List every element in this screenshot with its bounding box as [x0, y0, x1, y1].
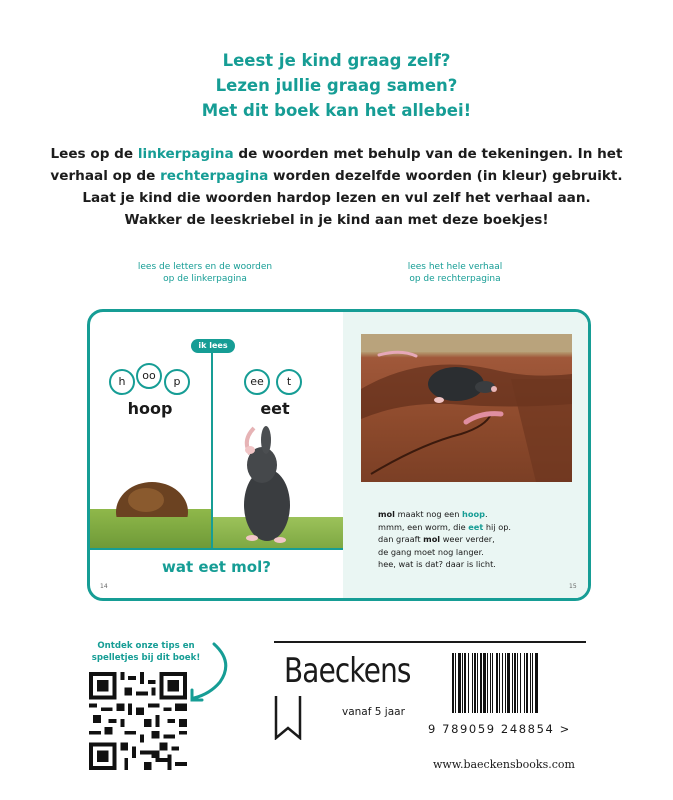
- website-url[interactable]: www.baeckensbooks.com: [433, 758, 575, 771]
- caption-left-line-2: op de linkerpagina: [163, 274, 247, 284]
- barcode-bar: [472, 653, 473, 713]
- story-line-2: [378, 521, 578, 534]
- barcode-bar: [462, 653, 463, 713]
- mole-eating-illustration: [232, 420, 302, 550]
- caption-left-line-1: lees de letters en de woorden: [137, 262, 273, 272]
- intro-heading: [0, 48, 673, 123]
- barcode-bar: [512, 653, 513, 713]
- story-text-fragment: maakt nog een: [394, 509, 462, 519]
- desc-text: de woorden met behulp van de tekeningen. In het: [233, 146, 623, 162]
- barcode-bar: [496, 653, 498, 713]
- description-line-3: Laat je kind die woorden hardop lezen en vul zelf het verhaal aan.: [82, 190, 591, 206]
- molehill-illustration: [112, 472, 192, 517]
- barcode-bar: [530, 653, 531, 713]
- barcode-bar: [520, 653, 521, 713]
- word-hoop: hoop: [127, 399, 173, 418]
- barcode-bar: [492, 653, 493, 713]
- isbn-number: 9 789059 248854 >: [428, 722, 571, 736]
- story-line-4: de gang moet nog langer.: [378, 546, 484, 557]
- barcode-bar: [532, 653, 533, 713]
- highlight-rechterpagina: rechterpagina: [160, 168, 269, 184]
- barcode-bar: [526, 653, 528, 713]
- story-text-fragment: .: [484, 509, 488, 519]
- brand-logo: Baeckens: [284, 651, 411, 691]
- barcode-bar: [535, 653, 538, 713]
- story-text-fragment: hij op.: [483, 521, 512, 532]
- barcode-bar: [480, 653, 482, 713]
- mole-tunnel-illustration: [361, 334, 572, 482]
- story-text-fragment: weer verder,: [440, 534, 495, 545]
- barcode-bar: [458, 653, 461, 713]
- book-spread: [87, 309, 591, 601]
- word-eet: eet: [260, 399, 290, 418]
- caption-left: [120, 261, 290, 285]
- barcode-bar: [524, 653, 525, 713]
- barcode-bar: [517, 653, 518, 713]
- barcode-bar: [499, 653, 500, 713]
- story-highlight-hoop: hoop: [462, 509, 485, 519]
- barcode-bar: [483, 653, 486, 713]
- curved-arrow-icon: [184, 640, 232, 702]
- story-line-1: [378, 508, 578, 521]
- caption-right: [380, 261, 530, 285]
- barcode-bar: [505, 653, 506, 713]
- qr-code[interactable]: [89, 672, 187, 770]
- story-highlight-eet: eet: [468, 521, 484, 532]
- description-line-1: [20, 143, 653, 165]
- letter-bubble: oo: [136, 363, 162, 389]
- story-line-5: hee, wat is dat? daar is licht.: [378, 559, 496, 570]
- barcode-bar: [507, 653, 510, 713]
- barcode-bar: [490, 653, 491, 713]
- barcode-bar: [477, 653, 478, 713]
- intro-line-3: Met dit boek kan het allebei!: [201, 101, 472, 120]
- barcode-bar: [474, 653, 476, 713]
- qr-prompt-line-2: spelletjes bij dit boek!: [91, 653, 201, 663]
- intro-line-1: Leest je kind graag zelf?: [222, 51, 451, 70]
- description: [20, 143, 653, 231]
- qr-prompt-line-1: Ontdek onze tips en: [97, 641, 195, 651]
- age-label: vanaf 5 jaar: [342, 706, 405, 718]
- story-word-mol: mol: [423, 534, 441, 545]
- letter-bubble: t: [276, 369, 302, 395]
- barcode-bar: [464, 653, 466, 713]
- story-text-fragment: dan graaft: [378, 534, 424, 545]
- barcode: [452, 653, 582, 713]
- story-word-mol: mol: [378, 509, 395, 519]
- brand-rule: [274, 641, 586, 643]
- desc-text: Lees op de: [50, 146, 138, 162]
- story-text: [378, 508, 578, 571]
- caption-right-line-2: op de rechterpagina: [409, 274, 501, 284]
- letter-bubble: h: [109, 369, 135, 395]
- barcode-bar: [455, 653, 456, 713]
- description-line-4: Wakker de leeskriebel in je kind aan met deze boekjes!: [124, 212, 549, 228]
- ik-lees-badge: ik lees: [191, 339, 235, 353]
- barcode-bar: [452, 653, 454, 713]
- caption-right-line-1: lees het hele verhaal: [407, 262, 503, 272]
- barcode-bar: [502, 653, 503, 713]
- story-line-3: [378, 533, 578, 546]
- desc-text: verhaal op de: [50, 168, 161, 184]
- bookmark-icon: [274, 696, 302, 740]
- description-line-2: [20, 165, 653, 187]
- story-text-fragment: mmm, een worm, die: [378, 521, 469, 532]
- page-number-right: 15: [569, 583, 577, 590]
- letter-bubble: p: [164, 369, 190, 395]
- page-number-left: 14: [100, 583, 108, 590]
- barcode-bar: [514, 653, 516, 713]
- page-divider-vertical: [211, 347, 213, 549]
- question-text: wat eet mol?: [162, 558, 271, 576]
- highlight-linkerpagina: linkerpagina: [137, 146, 234, 162]
- intro-line-2: Lezen jullie graag samen?: [215, 76, 458, 95]
- barcode-bar: [487, 653, 488, 713]
- page-divider-horizontal: [90, 548, 343, 550]
- barcode-bar: [468, 653, 469, 713]
- desc-text: worden dezelfde woorden (in kleur) gebruikt.: [268, 168, 623, 184]
- letter-bubble: ee: [244, 369, 270, 395]
